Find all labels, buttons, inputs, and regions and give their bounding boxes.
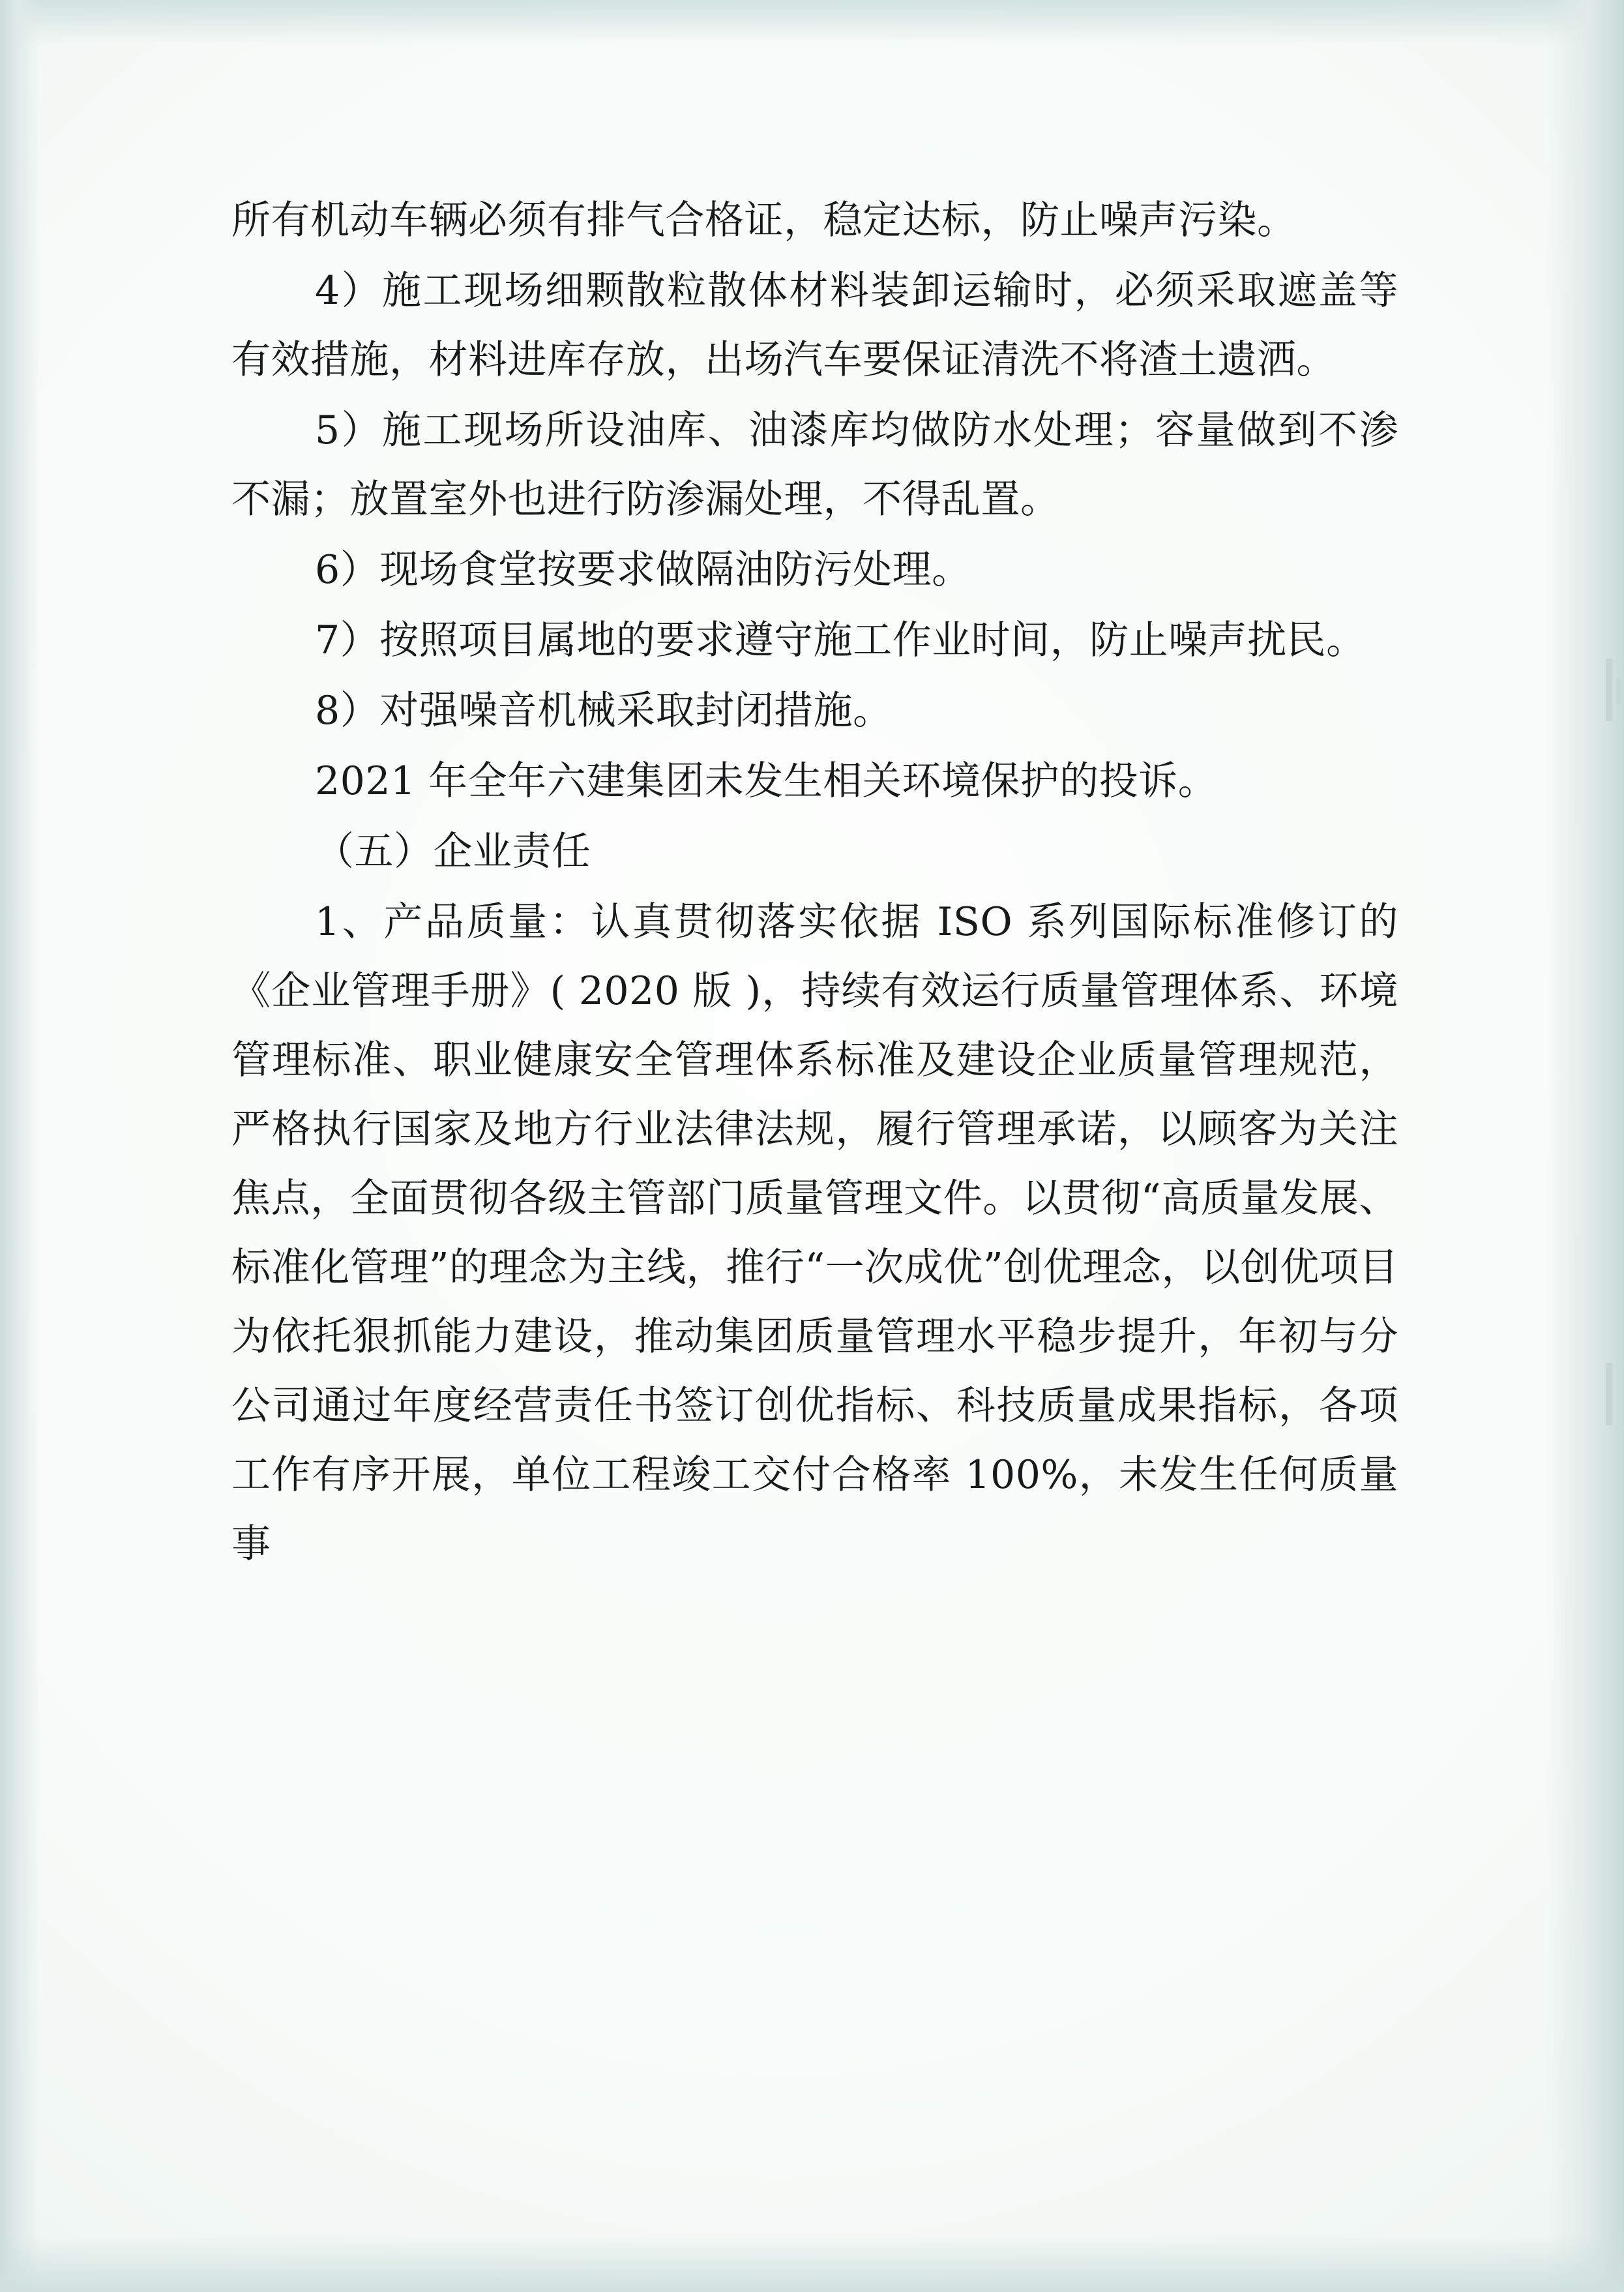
paragraph-summary-2021: 2021 年全年六建集团未发生相关环境保护的投诉。 (315, 758, 1218, 804)
paragraph-item-4: 4）施工现场细颗散粒散体材料装卸运输时，必须采取遮盖等有效措施，材料进库存放，出场汽车要保证清洗不将渣土遗洒。 (231, 268, 1398, 383)
scan-edge-left (0, 0, 40, 2292)
scan-artifact-mark (1606, 659, 1612, 721)
paragraph-section-heading-five: （五）企业责任 (315, 829, 591, 874)
paragraph-item-7: 7）按照项目属地的要求遵守施工作业时间，防止噪声扰民。 (315, 618, 1366, 663)
paragraph-item-8: 8）对强噪音机械采取封闭措施。 (315, 688, 893, 734)
scan-artifact-mark (1616, 678, 1620, 704)
scan-edge-top (0, 0, 1624, 46)
paragraph-item-5: 5）施工现场所设油库、油漆库均做防水处理；容量做到不渗不漏；放置室外也进行防渗漏处理，不得乱置。 (231, 408, 1398, 522)
document-body (231, 186, 1398, 1580)
scan-edge-right (1546, 0, 1624, 2292)
scan-artifact-mark (1606, 1363, 1612, 1425)
scan-edge-bottom (0, 2233, 1624, 2292)
paragraph-continued: 所有机动车辆必须有排气合格证，稳定达标，防止噪声污染。 (231, 198, 1297, 243)
paragraph-product-quality: 1、产品质量：认真贯彻落实依据 ISO 系列国际标准修订的《企业管理手册》( 2020 版 )，持续有效运行质量管理体系、环境管理标准、职业健康安全管理体系标准及建设企业质量管理规范，严格执行国家及地方行业法律法规，履行管理承诺，以顾客为关注焦点，全面贯彻各级主管部门质量管理文件。以贯彻“高质量发展、标准化管理”的理念为主线，推行“一次成优”创优理念，以创优项目为依托狠抓能力建设，推动集团质量管理水平稳步提升，年初与分公司通过年度经营责任书签订创优指标、科技质量成果指标，各项工作有序开展，单位工程竣工交付合格率 100%，未发生任何质量事 (231, 899, 1398, 1567)
paragraph-item-6: 6）现场食堂按要求做隔油防污处理。 (315, 547, 971, 593)
